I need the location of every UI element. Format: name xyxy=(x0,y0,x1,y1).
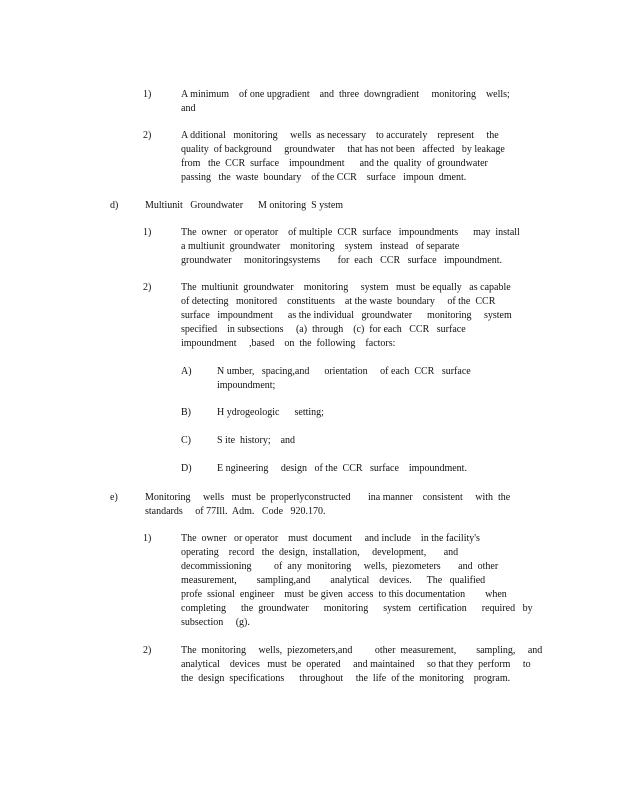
subitem-label: B) xyxy=(181,407,191,418)
item-label: 2) xyxy=(143,645,152,656)
subitem-line: N umber, spacing,and orientation of each CCR surface xyxy=(217,366,471,377)
section-line: Monitoring wells must be properlyconstructed ina manner consistent with the xyxy=(145,492,511,503)
item-line: analytical devices must be operated and maintained so that they perform to xyxy=(181,659,531,670)
item-line: a multiunit groundwater monitoring system instead of separate xyxy=(181,241,460,252)
item-label: 1) xyxy=(143,89,152,100)
item-line: A dditional monitoring wells as necessary to accurately represent the xyxy=(181,130,499,141)
subitem-label: C) xyxy=(181,435,191,446)
item-line: A minimum of one upgradient and three downgradient monitoring wells; xyxy=(181,89,510,100)
section-line: standards of 77Ill. Adm. Code 920.170. xyxy=(145,506,326,517)
item-line: passing the waste boundary of the CCR surface impoun dment. xyxy=(181,172,467,183)
subitem-label: A) xyxy=(181,366,192,377)
item-line: subsection (g). xyxy=(181,617,250,628)
subitem-line: E ngineering design of the CCR surface impoundment. xyxy=(217,463,467,474)
item-line: operating record the design, installation, development, and xyxy=(181,547,459,558)
item-line: The monitoring wells, piezometers,and other measurement, sampling, and xyxy=(181,645,543,656)
subitem-line: S ite history; and xyxy=(217,435,296,446)
item-line: The multiunit groundwater monitoring system must be equally as capable xyxy=(181,282,511,293)
subitem-line: H ydrogeologic setting; xyxy=(217,407,324,418)
item-line: of detecting monitored constituents at the waste boundary of the CCR xyxy=(181,296,496,307)
item-line: decommissioning of any monitoring wells, piezometers and other xyxy=(181,561,499,572)
item-label: 1) xyxy=(143,227,152,238)
item-line: quality of background groundwater that has not been affected by leakage xyxy=(181,144,505,155)
section-label: e) xyxy=(110,492,118,503)
item-line: from the CCR surface impoundment and the quality of groundwater xyxy=(181,158,488,169)
item-line: profe ssional engineer must be given access to this documentation when xyxy=(181,589,507,600)
item-line: measurement, sampling,and analytical devices. The qualified xyxy=(181,575,486,586)
item-line: The owner or operator of multiple CCR surface impoundments may install xyxy=(181,227,520,238)
item-line: surface impoundment as the individual groundwater monitoring system xyxy=(181,310,512,321)
subitem-line: impoundment; xyxy=(217,380,276,391)
section-label: d) xyxy=(110,200,119,211)
item-line: and xyxy=(181,103,196,114)
item-line: completing the groundwater monitoring system certification required by xyxy=(181,603,533,614)
item-line: impoundment ,based on the following factors: xyxy=(181,338,396,349)
item-line: specified in subsections (a) through (c) for each CCR surface xyxy=(181,324,466,335)
item-line: the design specifications throughout the life of the monitoring program. xyxy=(181,673,511,684)
item-label: 2) xyxy=(143,130,152,141)
item-label: 1) xyxy=(143,533,152,544)
subitem-label: D) xyxy=(181,463,192,474)
item-line: groundwater monitoringsystems for each CCR surface impoundment. xyxy=(181,255,503,266)
item-label: 2) xyxy=(143,282,152,293)
section-heading: Multiunit Groundwater M onitoring S ystem xyxy=(145,200,344,211)
item-line: The owner or operator must document and include in the facility's xyxy=(181,533,480,544)
